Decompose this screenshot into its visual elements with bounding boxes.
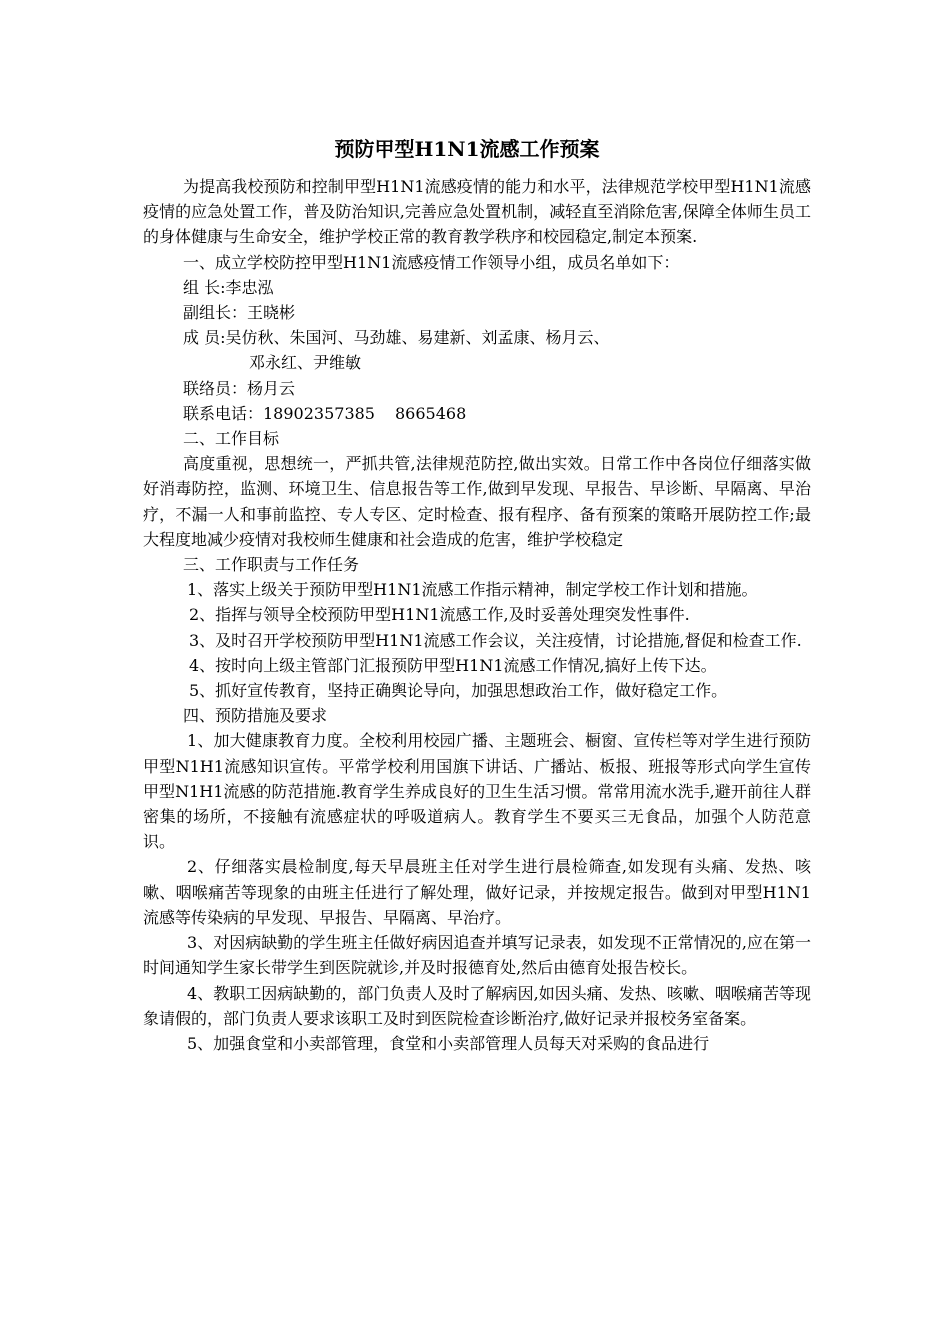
section3-item: 2、指挥与领导全校预防甲型H1N1流感工作,及时妥善处理突发性事件. — [189, 605, 690, 625]
section3-item: 3、及时召开学校预防甲型H1N1流感工作会议，关注疫情，讨论措施,督促和检查工作. — [189, 630, 802, 650]
phone-primary: 联系电话：18902357385 — [183, 403, 375, 423]
section2-body: 高度重视，思想统一，严抓共管,法律规范防控,做出实效。日常工作中各岗位仔细落实做好消毒防控，监测、环境卫生、信息报告等工作,做到早发现、早报告、早诊断、早隔离、早治疗，不漏一人和事前监控、专人专区、定时检查、报有程序、备有预案的策略开展防控工作;最大程度地减少疫情对我校师生健康和社会造成的危害，维护学校稳定 — [143, 454, 811, 549]
phone-line — [143, 401, 811, 426]
section4-item: 4、教职工因病缺勤的，部门负责人及时了解病因,如因头痛、发热、咳嗽、咽喉痛苦等现象请假的，部门负责人要求该职工及时到医院检查诊断治疗,做好记录并报校务室备案。 — [143, 983, 811, 1028]
document-title: 预防甲型H1N1流感工作预案 — [334, 137, 600, 161]
section3-item: 5、抓好宣传教育，坚持正确舆论导向，加强思想政治工作，做好稳定工作。 — [189, 681, 728, 701]
section4-item: 1、加大健康教育力度。全校利用校园广播、主题班会、橱窗、宣传栏等对学生进行预防甲型N1H1流感知识宣传。平常学校利用国旗下讲话、广播站、板报、班报等形式向学生宣传甲型N1H1流感的防范措施.教育学生养成良好的卫生生活习惯。常常用流水洗手,避开前往人群密集的场所，不接触有流感症状的呼吸道病人。教育学生不要买三无食品，加强个人防范意识。 — [143, 731, 811, 852]
members-line-1: 成 员:吴仿秋、朱国河、马劲雄、易建新、刘孟康、杨月云、 — [183, 328, 610, 348]
members-line-2: 邓永红、尹维敏 — [249, 353, 362, 373]
section4-item: 3、对因病缺勤的学生班主任做好病因追查并填写记录表，如发现不正常情况的,应在第一时间通知学生家长带学生到医院就诊,并及时报德育处,然后由德育处报告校长。 — [143, 933, 811, 978]
section3-heading: 三、工作职责与工作任务 — [183, 555, 360, 575]
deputy-line: 副组长：王晓彬 — [183, 303, 296, 323]
document-page — [143, 134, 811, 1056]
section3-item: 4、按时向上级主管部门汇报预防甲型H1N1流感工作情况,搞好上传下达。 — [189, 655, 717, 675]
section1-heading: 一、成立学校防控甲型H1N1流感疫情工作领导小组，成员名单如下： — [183, 252, 680, 272]
liaison-line: 联络员：杨月云 — [183, 378, 296, 398]
section2-heading: 二、工作目标 — [183, 429, 280, 449]
section3-item: 1、落实上级关于预防甲型H1N1流感工作指示精神，制定学校工作计划和措施。 — [187, 580, 758, 600]
section4-heading: 四、预防措施及要求 — [183, 706, 328, 726]
section4-item: 2、仔细落实晨检制度,每天早晨班主任对学生进行晨检筛查,如发现有头痛、发热、咳嗽、咽喉痛苦等现象的由班主任进行了解处理，做好记录，并按规定报告。做到对甲型H1N1流感等传染病的早发现、早报告、早隔离、早治疗。 — [143, 857, 811, 927]
leader-line: 组 长:李忠泓 — [183, 277, 274, 297]
intro-paragraph: 为提高我校预防和控制甲型H1N1流感疫情的能力和水平，法律规范学校甲型H1N1流感疫情的应急处置工作，普及防治知识,完善应急处置机制，减轻直至消除危害,保障全体师生员工的身体健康与生命安全，维护学校正常的教育教学秩序和校园稳定,制定本预案. — [143, 177, 811, 247]
phone-secondary: 8665468 — [394, 403, 467, 423]
section4-item: 5、加强食堂和小卖部管理，食堂和小卖部管理人员每天对采购的食品进行 — [187, 1033, 710, 1053]
